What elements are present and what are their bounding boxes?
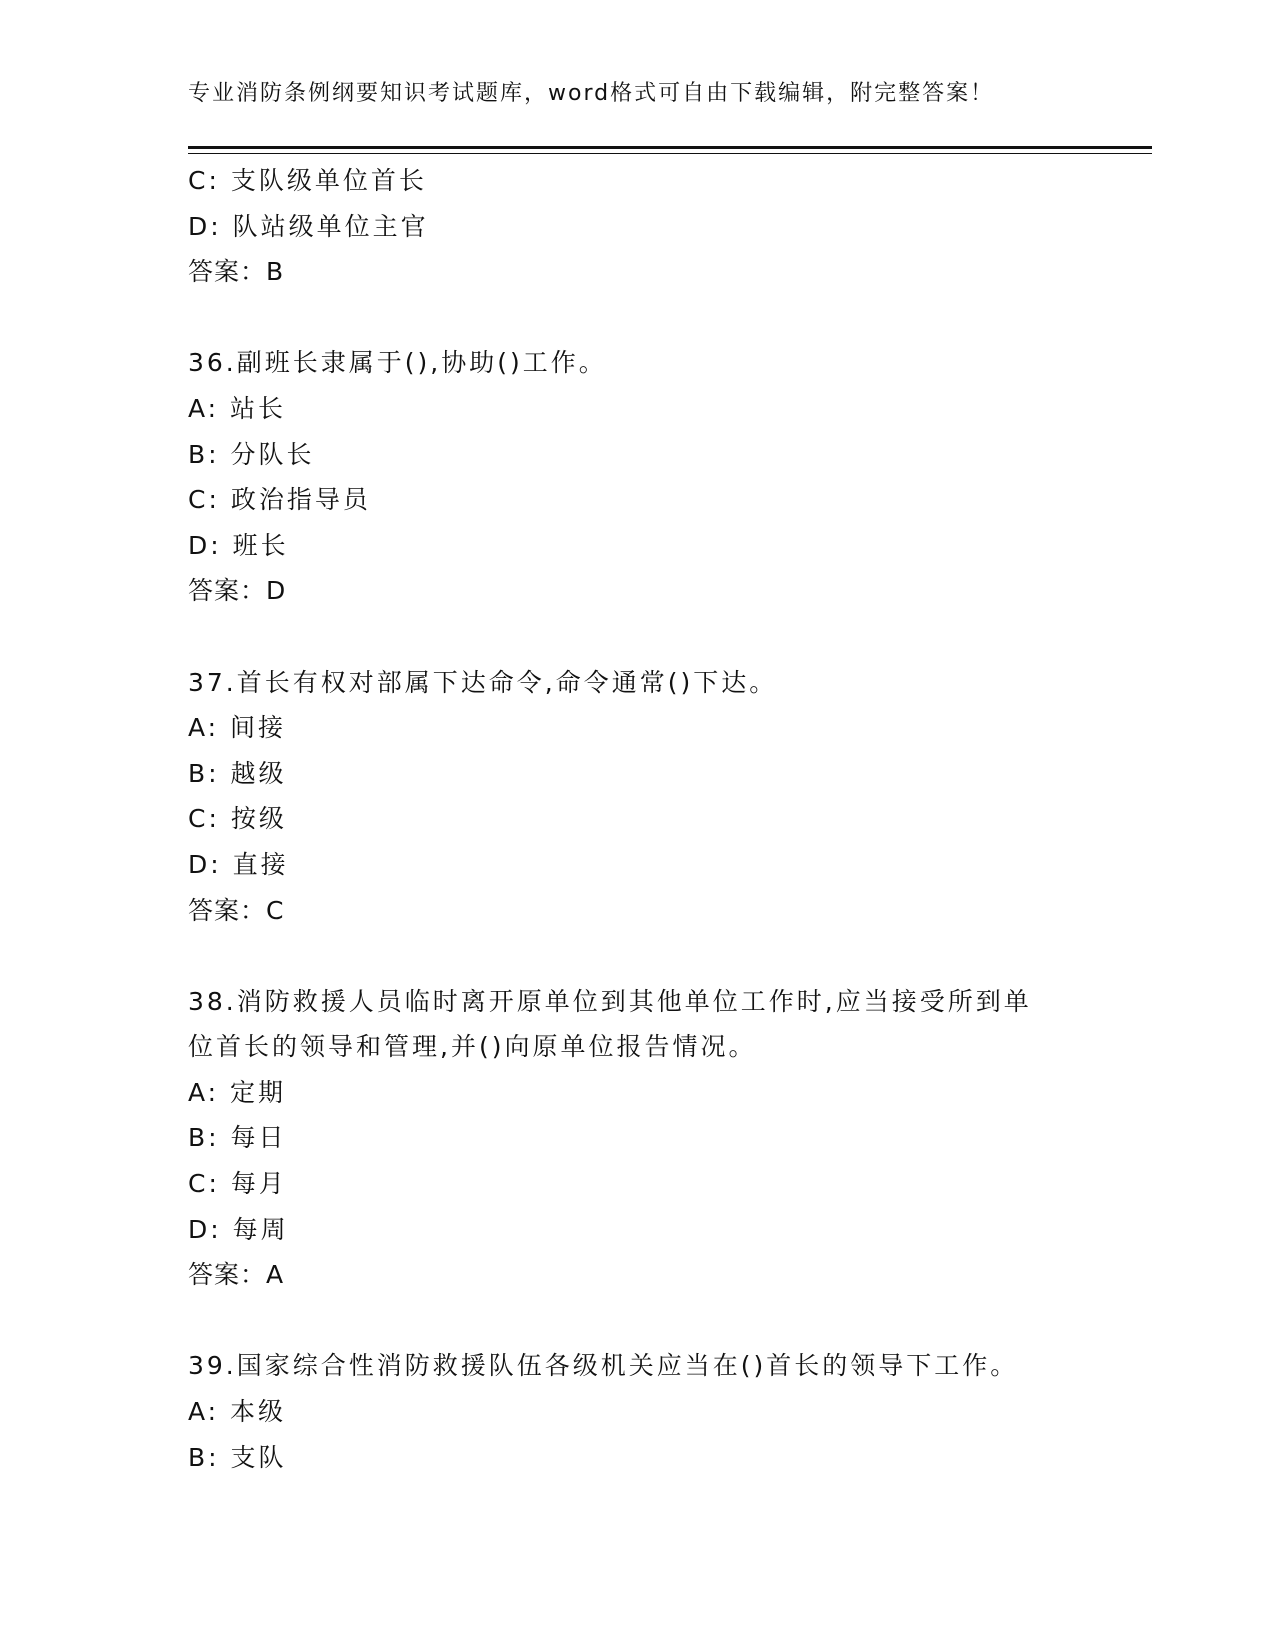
option-d: D: 队站级单位主官	[188, 211, 429, 241]
option-a: A: 定期	[188, 1077, 287, 1107]
question-stem: 38.消防救援人员临时离开原单位到其他单位工作时,应当接受所到单	[188, 986, 1032, 1016]
option-b: B: 每日	[188, 1123, 287, 1153]
spacer	[188, 933, 1088, 979]
question-stem-continued: 位首长的领导和管理,并()向原单位报告情况。	[188, 1032, 757, 1062]
header-rule-thin	[188, 153, 1152, 154]
answer: 答案：C	[188, 895, 285, 925]
question-stem: 39.国家综合性消防救援队伍各级机关应当在()首长的领导下工作。	[188, 1351, 1019, 1381]
question-39	[188, 1343, 1088, 1480]
page-header: 专业消防条例纲要知识考试题库，word格式可自由下载编辑，附完整答案！	[188, 81, 995, 106]
option-b: B: 分队长	[188, 439, 315, 469]
question-37	[188, 660, 1088, 934]
option-c: C: 每月	[188, 1169, 287, 1199]
spacer	[188, 295, 1088, 341]
option-d: D: 班长	[188, 530, 289, 560]
spacer	[188, 1298, 1088, 1344]
option-b: B: 支队	[188, 1442, 287, 1472]
option-c: C: 支队级单位首长	[188, 166, 427, 195]
answer: 答案：D	[188, 576, 287, 606]
option-b: B: 越级	[188, 758, 287, 788]
spacer	[188, 614, 1088, 660]
option-a: A: 站长	[188, 393, 287, 423]
option-c: C: 按级	[188, 804, 287, 834]
question-stem: 37.首长有权对部属下达命令,命令通常()下达。	[188, 667, 778, 697]
answer: 答案：B	[188, 257, 285, 287]
header-rule-thick	[188, 146, 1152, 149]
partial-question	[188, 158, 1088, 295]
option-d: D: 每周	[188, 1214, 289, 1244]
option-d: D: 直接	[188, 849, 289, 879]
question-content	[188, 158, 1088, 1480]
option-c: C: 政治指导员	[188, 485, 371, 515]
answer: 答案：A	[188, 1260, 285, 1290]
question-38	[188, 979, 1088, 1298]
option-a: A: 间接	[188, 713, 287, 743]
option-a: A: 本级	[188, 1397, 287, 1427]
question-stem: 36.副班长隶属于(),协助()工作。	[188, 348, 607, 378]
question-36	[188, 340, 1088, 614]
